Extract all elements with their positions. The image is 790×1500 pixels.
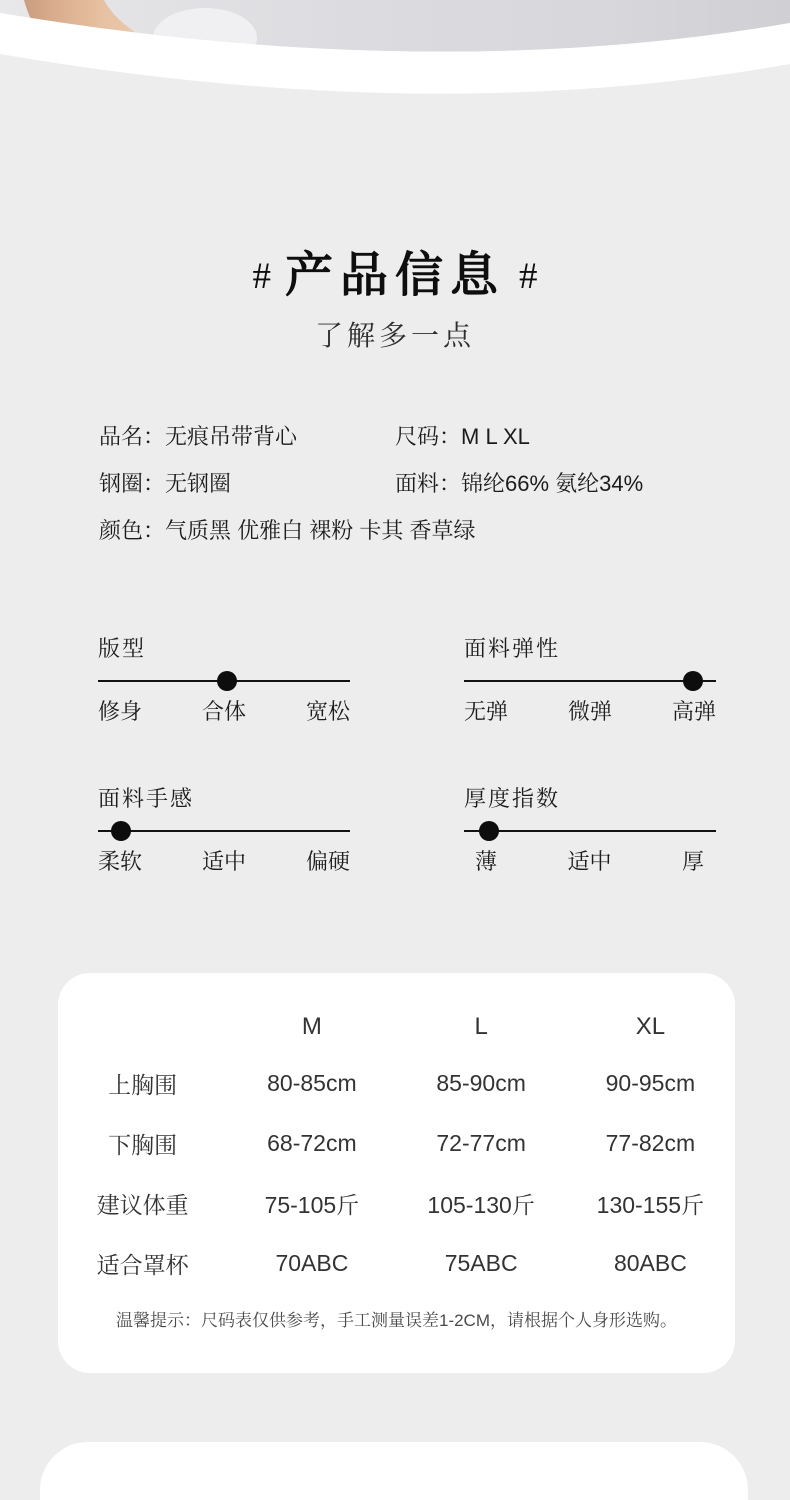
- size-cell: 80-85cm: [267, 1069, 357, 1096]
- info-label: 颜色：: [99, 518, 166, 543]
- slider-hand-feel: [98, 786, 350, 875]
- hash-decoration-right: #: [519, 256, 538, 297]
- slider-label: 薄: [475, 849, 498, 874]
- size-cell: 85-90cm: [436, 1069, 526, 1096]
- info-value: 无钢圈: [165, 471, 232, 496]
- size-column-header: M: [301, 1013, 322, 1040]
- size-cell: 72-77cm: [436, 1129, 526, 1156]
- section-subtitle: 了解多一点: [314, 320, 475, 351]
- size-table-row: [58, 1113, 735, 1173]
- size-cell: 80ABC: [613, 1249, 687, 1276]
- info-value: 无痕吊带背心: [165, 424, 298, 449]
- slider-dot-indicator: [217, 671, 237, 691]
- slider-label: 偏硬: [305, 849, 350, 874]
- slider-label: 柔软: [98, 849, 143, 874]
- info-label: 钢圈：: [99, 471, 166, 496]
- size-cell: 70ABC: [275, 1249, 349, 1276]
- slider-line: [98, 830, 350, 832]
- info-label: 面料：: [395, 471, 462, 496]
- slider-dot-indicator: [683, 671, 703, 691]
- size-table-header-row: [58, 1001, 735, 1053]
- slider-title: 厚度指数: [464, 786, 561, 811]
- size-column-header: XL: [635, 1013, 666, 1040]
- info-row: [99, 517, 729, 564]
- slider-labels: [464, 699, 716, 725]
- size-column-header: L: [474, 1013, 488, 1040]
- hero-arc-graphic: [0, 0, 790, 170]
- size-cell: 90-95cm: [605, 1069, 696, 1096]
- info-value: 气质黑 优雅白 裸粉 卡其 香草绿: [165, 518, 476, 543]
- hash-decoration-left: #: [252, 256, 271, 297]
- slider-title: 面料手感: [98, 786, 195, 811]
- size-cell: 77-82cm: [605, 1129, 696, 1156]
- size-table-row: [58, 1233, 735, 1293]
- slider-line: [464, 830, 716, 832]
- size-chart-disclaimer: 温馨提示：尺码表仅供参考，手工测量误差1-2CM，请根据个人身形选购。: [115, 1311, 677, 1330]
- slider-label: 修身: [98, 699, 143, 724]
- next-section-card: [40, 1442, 748, 1500]
- slider-label: 微弹: [567, 699, 612, 724]
- size-row-label: 建议体重: [96, 1191, 189, 1218]
- size-cell: 130-155斤: [596, 1191, 705, 1218]
- slider-track: [464, 671, 716, 691]
- info-row: [99, 470, 729, 517]
- info-value: M L XL: [461, 424, 530, 449]
- slider-track: [98, 821, 350, 841]
- slider-labels: [98, 699, 350, 725]
- info-row: [99, 423, 729, 470]
- slider-label: 适中: [567, 849, 612, 874]
- info-item-name: [99, 423, 297, 451]
- size-row-label: 下胸围: [108, 1131, 178, 1158]
- size-cell: 68-72cm: [267, 1129, 357, 1156]
- info-label: 品名：: [99, 424, 166, 449]
- product-info-list: [99, 423, 729, 564]
- slider-label: 宽松: [305, 699, 350, 724]
- info-item-size: [395, 423, 530, 451]
- slider-fit: [98, 636, 350, 725]
- slider-title: 面料弹性: [464, 636, 561, 661]
- slider-labels: [98, 849, 350, 875]
- size-row-label: 上胸围: [108, 1071, 178, 1098]
- size-row-label: 适合罩杯: [96, 1251, 189, 1278]
- size-chart-card: [58, 973, 735, 1373]
- section-title: [0, 236, 790, 305]
- info-value: 锦纶66% 氨纶34%: [461, 471, 644, 496]
- slider-label: 高弹: [671, 699, 716, 724]
- slider-track: [98, 671, 350, 691]
- slider-elasticity: [464, 636, 716, 725]
- slider-label: 厚: [681, 849, 704, 874]
- info-label: 尺码：: [395, 424, 462, 449]
- slider-thickness: [464, 786, 716, 875]
- slider-title: 版型: [98, 636, 147, 661]
- page-title: 产品信息: [284, 249, 505, 302]
- slider-label: 适中: [201, 849, 246, 874]
- slider-line: [464, 680, 716, 682]
- size-cell: 75ABC: [444, 1249, 518, 1276]
- slider-dot-indicator: [479, 821, 499, 841]
- slider-dot-indicator: [111, 821, 131, 841]
- info-item-colors: [99, 517, 475, 545]
- hero-photo-strip: [0, 0, 790, 170]
- slider-labels: [464, 849, 716, 875]
- size-cell: 75-105斤: [264, 1191, 360, 1218]
- size-table-row: [58, 1173, 735, 1233]
- size-cell: 105-130斤: [427, 1191, 535, 1218]
- info-item-fabric: [395, 470, 643, 498]
- slider-label: 无弹: [464, 699, 509, 724]
- info-item-underwire: [99, 470, 231, 498]
- size-table-row: [58, 1053, 735, 1113]
- slider-track: [464, 821, 716, 841]
- slider-label: 合体: [201, 699, 246, 724]
